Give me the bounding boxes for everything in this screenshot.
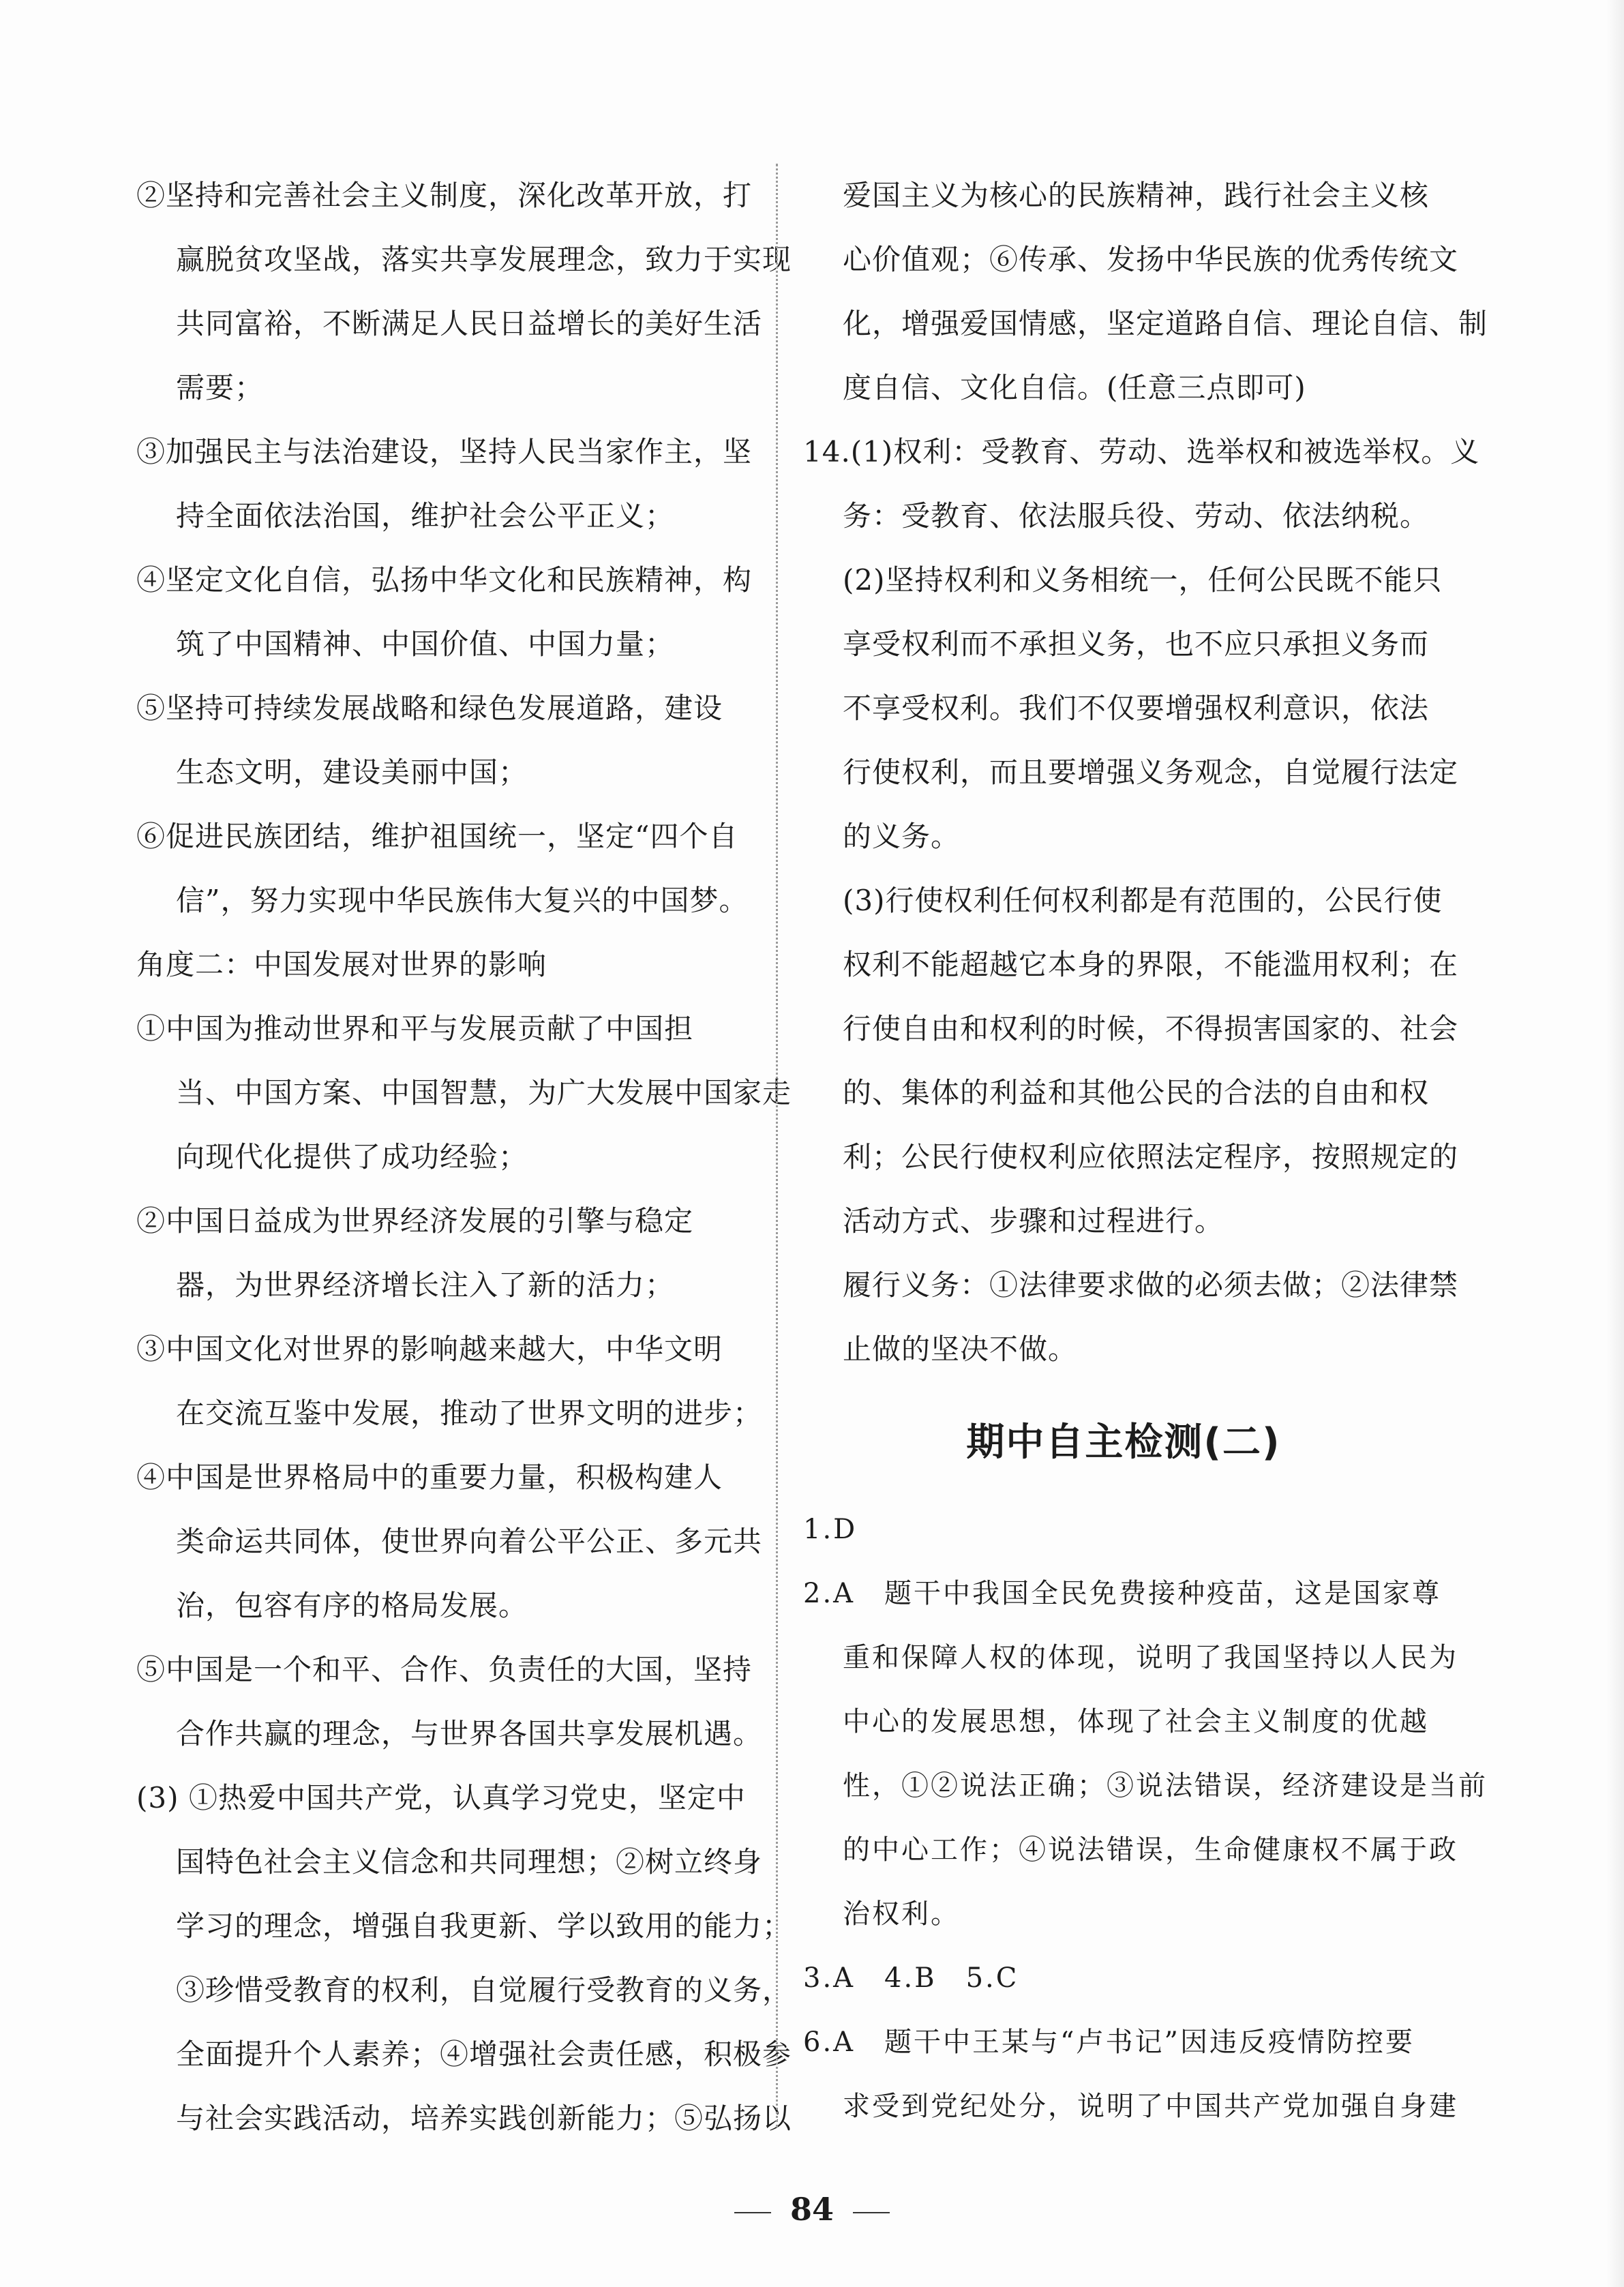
text-line: 持全面依法治国，维护社会公平正义； — [176, 499, 675, 533]
page-edge-shadow — [1606, 0, 1624, 2287]
text-line: (3) ①热爱中国共产党，认真学习党史，坚定中 — [136, 1781, 746, 1814]
footer-dash-left — [734, 2212, 771, 2213]
text-line: ①中国为推动世界和平与发展贡献了中国担 — [136, 1012, 694, 1045]
question-14-line: 14.(1)权利：受教育、劳动、选举权和被选举权。义 — [803, 435, 1480, 468]
text-line: ④坚定文化自信，弘扬中华文化和民族精神，构 — [136, 563, 753, 597]
text-line: 度自信、文化自信。(任意三点即可) — [843, 371, 1306, 404]
text-line: 需要； — [176, 371, 265, 404]
answer-line: 重和保障人权的体现，说明了我国坚持以人民为 — [843, 1642, 1458, 1673]
text-line: 履行义务：①法律要求做的必须去做；②法律禁 — [843, 1268, 1459, 1302]
text-line: ②坚持和完善社会主义制度，深化改革开放，打 — [136, 179, 753, 212]
answer-line: 治权利。 — [843, 1898, 960, 1930]
text-line: 在交流互鉴中发展，推动了世界文明的进步； — [176, 1396, 763, 1430]
right-column — [803, 164, 1488, 2138]
text-line: 的、集体的利益和其他公民的合法的自由和权 — [843, 1076, 1430, 1109]
text-line: 当、中国方案、中国智慧，为广大发展中国家走 — [176, 1076, 792, 1109]
answer-line: 的中心工作；④说法错误，生命健康权不属于政 — [843, 1834, 1458, 1866]
text-line: 赢脱贫攻坚战，落实共享发展理念，致力于实现 — [176, 243, 792, 276]
section-heading: 角度二：中国发展对世界的影响 — [136, 948, 547, 981]
page-footer — [0, 2189, 1624, 2231]
text-line: ④中国是世界格局中的重要力量，积极构建人 — [136, 1461, 723, 1494]
text-line: 务：受教育、依法服兵役、劳动、依法纳税。 — [843, 499, 1430, 533]
text-line: 全面提升个人素养；④增强社会责任感，积极参 — [176, 2037, 792, 2071]
text-line: 活动方式、步骤和过程进行。 — [843, 1204, 1224, 1238]
text-line: 共同富裕，不断满足人民日益增长的美好生活 — [176, 307, 763, 340]
text-line: 行使权利，而且要增强义务观念，自觉履行法定 — [843, 756, 1459, 789]
section-title: 期中自主检测(二) — [966, 1420, 1281, 1465]
answer-line: 2.A 题干中我国全民免费接种疫苗，这是国家尊 — [803, 1578, 1442, 1609]
answer-line: 中心的发展思想，体现了社会主义制度的优越 — [843, 1706, 1429, 1737]
text-line: ⑥促进民族团结，维护祖国统一，坚定“四个自 — [136, 820, 738, 853]
text-line: 享受权利而不承担义务，也不应只承担义务而 — [843, 627, 1430, 661]
column-divider — [776, 164, 778, 2127]
text-line: 与社会实践活动，培养实践创新能力；⑤弘扬以 — [176, 2102, 792, 2135]
text-line: 爱国主义为核心的民族精神，践行社会主义核 — [843, 179, 1430, 212]
text-line: 止做的坚决不做。 — [843, 1332, 1078, 1366]
text-line: 筑了中国精神、中国价值、中国力量； — [176, 627, 675, 661]
text-line: 行使自由和权利的时候，不得损害国家的、社会 — [843, 1012, 1459, 1045]
text-line: 的义务。 — [843, 820, 961, 853]
text-line: 类命运共同体，使世界向着公平公正、多元共 — [176, 1525, 763, 1558]
text-line: 利；公民行使权利应依照法定程序，按照规定的 — [843, 1140, 1459, 1174]
footer-dash-right — [853, 2212, 890, 2213]
text-line: 学习的理念，增强自我更新、学以致用的能力； — [176, 1909, 792, 1943]
text-line: 心价值观；⑥传承、发扬中华民族的优秀传统文 — [843, 243, 1459, 276]
text-line: 合作共赢的理念，与世界各国共享发展机遇。 — [176, 1717, 763, 1750]
text-line: 不享受权利。我们不仅要增强权利意识，依法 — [843, 691, 1430, 725]
text-line: ⑤中国是一个和平、合作、负责任的大国，坚持 — [136, 1653, 753, 1686]
text-line: 信”，努力实现中华民族伟大复兴的中国梦。 — [176, 884, 749, 917]
left-column — [136, 164, 792, 2151]
text-line: ③加强民主与法治建设，坚持人民当家作主，坚 — [136, 435, 753, 468]
answer-line: 6.A 题干中王某与“卢书记”因违反疫情防控要 — [803, 2027, 1415, 2058]
answer-line: 性，①②说法正确；③说法错误，经济建设是当前 — [843, 1770, 1488, 1802]
text-line: (3)行使权利任何权利都是有范围的，公民行使 — [843, 884, 1443, 917]
page-number: 84 — [790, 2191, 834, 2228]
text-line: 治，包容有序的格局发展。 — [176, 1589, 528, 1622]
answer-line: 求受到党纪处分，说明了中国共产党加强自身建 — [843, 2091, 1458, 2122]
text-line: (2)坚持权利和义务相统一，任何公民既不能只 — [843, 563, 1443, 597]
answer-line: 1.D — [803, 1514, 858, 1545]
text-line: ⑤坚持可持续发展战略和绿色发展道路，建设 — [136, 691, 723, 725]
answer-line: 3.A 4.B 5.C — [803, 1962, 1019, 1994]
text-line: 器，为世界经济增长注入了新的活力； — [176, 1268, 675, 1302]
text-line: 国特色社会主义信念和共同理想；②树立终身 — [176, 1845, 763, 1879]
text-line: 向现代化提供了成功经验； — [176, 1140, 528, 1174]
text-line: 生态文明，建设美丽中国； — [176, 756, 528, 789]
text-line: ③珍惜受教育的权利，自觉履行受教育的义务， — [176, 1973, 792, 2007]
text-line: 权利不能超越它本身的界限，不能滥用权利；在 — [843, 948, 1459, 981]
text-line: ②中国日益成为世界经济发展的引擎与稳定 — [136, 1204, 694, 1238]
text-line: 化，增强爱国情感，坚定道路自信、理论自信、制 — [843, 307, 1488, 340]
text-line: ③中国文化对世界的影响越来越大，中华文明 — [136, 1332, 723, 1366]
